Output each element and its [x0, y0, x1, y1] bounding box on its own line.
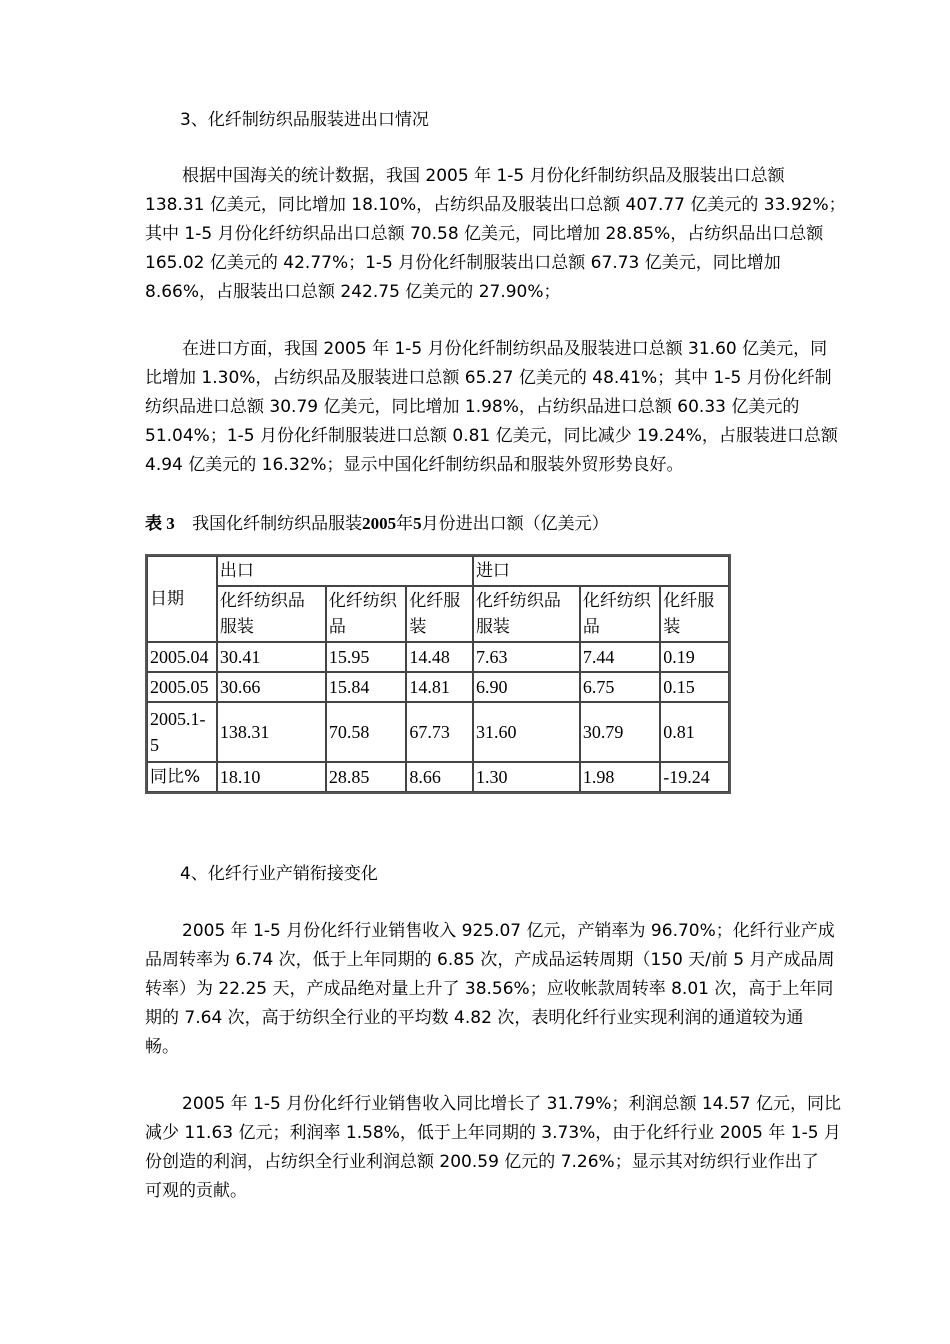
row-date: 2005.04: [147, 642, 217, 672]
table-caption: 表 3 我国化纤制纺织品服装2005年5月份进出口额（亿美元）: [145, 514, 609, 534]
table-cell: 31.60: [473, 702, 580, 762]
table-cell: 7.44: [580, 642, 660, 672]
text-line: 比增加 1.30%，占纺织品及服装进口总额 65.27 亿美元的 48.41%；其中 1-5 月份化纤制: [145, 368, 832, 388]
table-row: [147, 672, 729, 702]
table-cell: 8.66: [406, 762, 473, 792]
text-line: 51.04%；1-5 月份化纤制服装进口总额 0.81 亿美元，同比减少 19.24%，占服装进口总额: [145, 426, 838, 446]
text-line: 2005 年 1-5 月份化纤行业销售收入同比增长了 31.79%；利润总额 14.57 亿元，同比: [182, 1094, 841, 1114]
section-3-heading: 3、化纤制纺织品服装进出口情况: [180, 110, 429, 130]
text-line: 转率）为 22.25 天，产成品绝对量上升了 38.56%；应收帐款周转率 8.01 次，高于上年同: [145, 979, 834, 999]
table-cell: 30.41: [217, 642, 326, 672]
table-header-row: [147, 556, 729, 586]
text-line: 纺织品进口总额 30.79 亿美元，同比增加 1.98%，占纺织品进口总额 60.33 亿美元的: [145, 397, 800, 417]
column-header: 化纤纺织品 服装: [217, 586, 326, 642]
text-line: 畅。: [145, 1037, 179, 1057]
table-cell: 30.66: [217, 672, 326, 702]
text-line: 份创造的利润，占纺织全行业利润总额 200.59 亿元的 7.26%；显示其对纺织行业作出了: [145, 1152, 819, 1172]
text-line: 期的 7.64 次，高于纺织全行业的平均数 4.82 次，表明化纤行业实现利润的通道较为通: [145, 1008, 804, 1028]
table-cell: 15.95: [326, 642, 406, 672]
table-cell: 28.85: [326, 762, 406, 792]
row-date: 同比%: [147, 762, 217, 792]
table-cell: 18.10: [217, 762, 326, 792]
column-header: 化纤服 装: [406, 586, 473, 642]
text-line: 品周转率为 6.74 次，低于上年同期的 6.85 次，产成品运转周期（150 天/前 5 月产成品周: [145, 950, 835, 970]
table-cell: -19.24: [660, 762, 729, 792]
table-cell: 0.15: [660, 672, 729, 702]
text-line: 8.66%，占服装出口总额 242.75 亿美元的 27.90%；: [145, 282, 561, 302]
table-cell: 0.19: [660, 642, 729, 672]
text-line: 在进口方面，我国 2005 年 1-5 月份化纤制纺织品及服装进口总额 31.60 亿美元，同: [182, 339, 828, 359]
row-date: 2005.05: [147, 672, 217, 702]
table-row: [147, 762, 729, 792]
export-group-header: 出口: [217, 556, 473, 586]
table-subheader-row: [147, 586, 729, 642]
text-line: 根据中国海关的统计数据，我国 2005 年 1-5 月份化纤制纺织品及服装出口总额: [182, 166, 785, 186]
table-number: 表 3: [145, 514, 175, 533]
table-cell: 6.75: [580, 672, 660, 702]
table-cell: 70.58: [326, 702, 406, 762]
text-line: 2005 年 1-5 月份化纤行业销售收入 925.07 亿元，产销率为 96.70%；化纤行业产成: [182, 921, 835, 941]
table-cell: 1.30: [473, 762, 580, 792]
text-line: 其中 1-5 月份化纤纺织品出口总额 70.58 亿美元，同比增加 28.85%，占纺织品出口总额: [145, 224, 824, 244]
table-cell: 7.63: [473, 642, 580, 672]
import-group-header: 进口: [473, 556, 729, 586]
table-cell: 6.90: [473, 672, 580, 702]
table-cell: 1.98: [580, 762, 660, 792]
row-date: 2005.1- 5: [147, 702, 217, 762]
date-column-header: 日期: [147, 556, 217, 642]
table-row: [147, 702, 729, 762]
table-cell: 30.79: [580, 702, 660, 762]
section-4-heading: 4、化纤行业产销衔接变化: [180, 864, 378, 884]
table-cell: 0.81: [660, 702, 729, 762]
table-cell: 14.48: [406, 642, 473, 672]
table-cell: 14.81: [406, 672, 473, 702]
text-line: 138.31 亿美元，同比增加 18.10%，占纺织品及服装出口总额 407.77 亿美元的 33.92%；: [145, 195, 846, 215]
column-header: 化纤纺织 品: [326, 586, 406, 642]
trade-table: [145, 554, 731, 794]
text-line: 4.94 亿美元的 16.32%；显示中国化纤制纺织品和服装外贸形势良好。: [145, 455, 684, 475]
column-header: 化纤纺织品 服装: [473, 586, 580, 642]
table-cell: 15.84: [326, 672, 406, 702]
table-cell: 67.73: [406, 702, 473, 762]
text-line: 可观的贡献。: [145, 1181, 247, 1201]
text-line: 165.02 亿美元的 42.77%；1-5 月份化纤制服装出口总额 67.73 亿美元，同比增加: [145, 253, 781, 273]
column-header: 化纤服 装: [660, 586, 729, 642]
table-cell: 138.31: [217, 702, 326, 762]
column-header: 化纤纺织 品: [580, 586, 660, 642]
text-line: 减少 11.63 亿元；利润率 1.58%，低于上年同期的 3.73%，由于化纤行业 2005 年 1-5 月: [145, 1123, 841, 1143]
table-row: [147, 642, 729, 672]
